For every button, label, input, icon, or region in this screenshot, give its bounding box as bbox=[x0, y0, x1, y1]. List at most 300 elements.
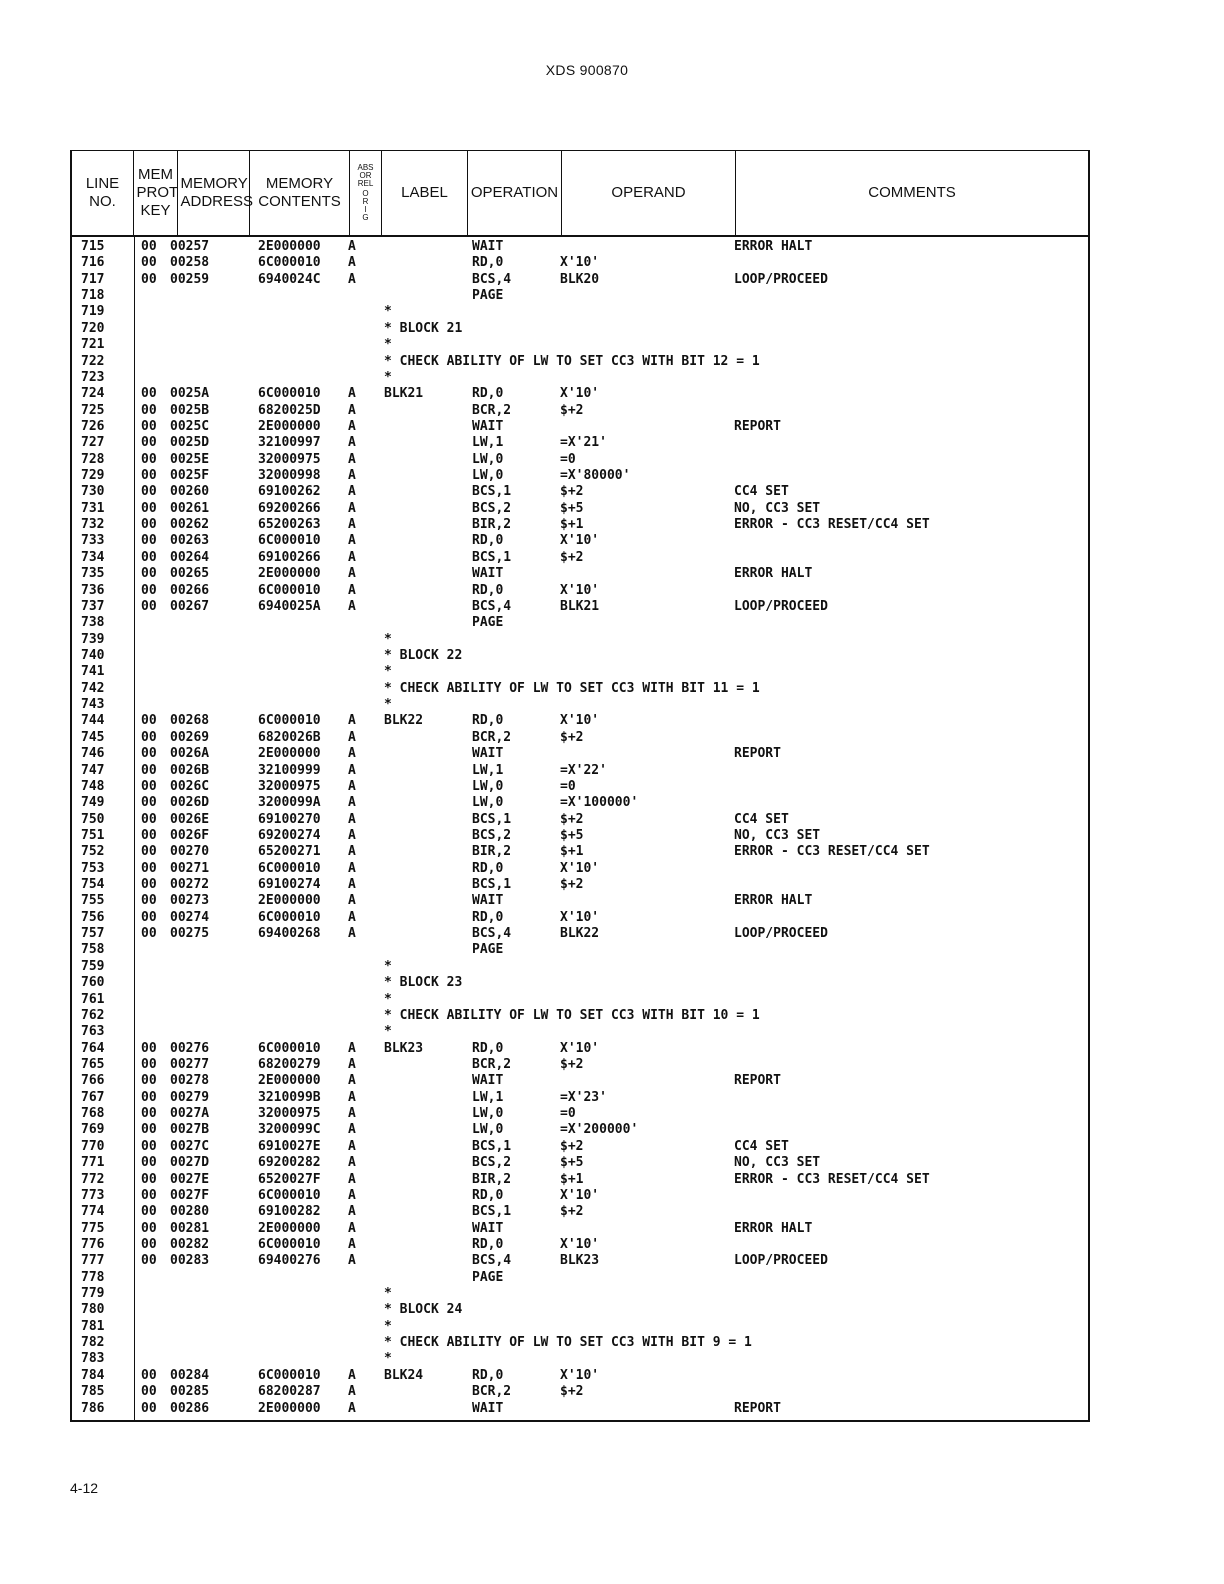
line-number: 779 bbox=[81, 1286, 105, 1302]
operation: WAIT bbox=[472, 1073, 504, 1089]
memory-address: 00268 bbox=[170, 713, 210, 729]
memory-address: 00261 bbox=[170, 500, 210, 516]
operation: RD,0 bbox=[472, 255, 504, 271]
label: * bbox=[384, 664, 392, 680]
mem-prot-key: 00 bbox=[141, 729, 157, 745]
line-number: 753 bbox=[81, 860, 105, 876]
header-operand: OPERAND bbox=[562, 151, 736, 235]
operand: $+2 bbox=[560, 811, 584, 827]
line-number: 744 bbox=[81, 713, 105, 729]
mem-prot-key: 00 bbox=[141, 1236, 157, 1252]
mem-prot-key: 00 bbox=[141, 468, 157, 484]
label: * bbox=[384, 1351, 392, 1367]
comment: ERROR - CC3 RESET/CC4 SET bbox=[734, 517, 930, 533]
abs-rel-flag: A bbox=[348, 795, 356, 811]
abs-rel-flag: A bbox=[348, 500, 356, 516]
operation: RD,0 bbox=[472, 713, 504, 729]
mem-prot-key: 00 bbox=[141, 255, 157, 271]
comment: CC4 SET bbox=[734, 811, 789, 827]
memory-contents: 69400268 bbox=[258, 926, 321, 942]
memory-contents: 3210099B bbox=[258, 1089, 321, 1105]
operation: BCR,2 bbox=[472, 1057, 512, 1072]
label: * bbox=[384, 304, 392, 320]
mem-prot-key: 00 bbox=[141, 893, 157, 909]
memory-address: 0025A bbox=[170, 386, 210, 402]
memory-contents: 3200099A bbox=[258, 795, 321, 811]
operation: LW,0 bbox=[472, 778, 504, 794]
table-row bbox=[72, 1172, 1088, 1188]
table-row bbox=[72, 844, 1088, 860]
header-mem-prot-key: MEM PROT KEY bbox=[134, 151, 178, 235]
memory-contents: 32000975 bbox=[258, 1106, 321, 1122]
table-row bbox=[72, 746, 1088, 762]
memory-address: 00276 bbox=[170, 1040, 210, 1056]
table-row bbox=[72, 1384, 1088, 1400]
operand: $+1 bbox=[560, 1171, 584, 1187]
memory-address: 0026F bbox=[170, 827, 210, 843]
memory-contents: 69200282 bbox=[258, 1155, 321, 1171]
table-row bbox=[72, 321, 1088, 337]
line-number: 734 bbox=[81, 549, 105, 565]
memory-address: 0025D bbox=[170, 435, 210, 451]
memory-contents: 32000975 bbox=[258, 778, 321, 794]
memory-contents: 2E000000 bbox=[258, 893, 321, 909]
line-number: 770 bbox=[81, 1138, 105, 1154]
line-number: 742 bbox=[81, 680, 105, 696]
operation: WAIT bbox=[472, 239, 504, 254]
abs-rel-flag: A bbox=[348, 1155, 356, 1171]
operand: X'10' bbox=[560, 1367, 600, 1383]
memory-contents: 6820025D bbox=[258, 402, 321, 418]
memory-contents: 3200099C bbox=[258, 1122, 321, 1138]
operation: BCR,2 bbox=[472, 1384, 512, 1400]
mem-prot-key: 00 bbox=[141, 811, 157, 827]
mem-prot-key: 00 bbox=[141, 549, 157, 565]
operation: BCS,1 bbox=[472, 1138, 512, 1154]
memory-contents: 32100997 bbox=[258, 435, 321, 451]
abs-rel-flag: A bbox=[348, 1171, 356, 1187]
line-number: 739 bbox=[81, 631, 105, 647]
abs-rel-flag: A bbox=[348, 549, 356, 565]
table-row bbox=[72, 599, 1088, 615]
operation: BCS,4 bbox=[472, 271, 512, 287]
abs-rel-flag: A bbox=[348, 1106, 356, 1122]
table-row bbox=[72, 730, 1088, 746]
memory-contents: 6C000010 bbox=[258, 533, 321, 549]
table-row bbox=[72, 419, 1088, 435]
memory-address: 0025C bbox=[170, 418, 210, 434]
mem-prot-key: 00 bbox=[141, 827, 157, 843]
table-row bbox=[72, 697, 1088, 713]
operand: X'10' bbox=[560, 1187, 600, 1203]
mem-prot-key: 00 bbox=[141, 582, 157, 598]
label: * CHECK ABILITY OF LW TO SET CC3 WITH BIT 11 = 1 bbox=[384, 680, 760, 696]
line-number: 765 bbox=[81, 1057, 105, 1072]
table-row bbox=[72, 975, 1088, 991]
line-number: 785 bbox=[81, 1384, 105, 1400]
table-row bbox=[72, 1253, 1088, 1269]
mem-prot-key: 00 bbox=[141, 418, 157, 434]
line-number: 728 bbox=[81, 451, 105, 467]
operand: =X'21' bbox=[560, 435, 607, 451]
mem-prot-key: 00 bbox=[141, 1057, 157, 1072]
label: * bbox=[384, 1318, 392, 1334]
comment: ERROR - CC3 RESET/CC4 SET bbox=[734, 1171, 930, 1187]
table-row bbox=[72, 550, 1088, 566]
memory-contents: 69400276 bbox=[258, 1253, 321, 1269]
operation: BCS,1 bbox=[472, 549, 512, 565]
abs-rel-flag: A bbox=[348, 1253, 356, 1269]
table-row bbox=[72, 779, 1088, 795]
operation: WAIT bbox=[472, 893, 504, 909]
line-number: 718 bbox=[81, 288, 105, 304]
memory-address: 00279 bbox=[170, 1089, 210, 1105]
comment: REPORT bbox=[734, 1073, 781, 1089]
line-number: 726 bbox=[81, 418, 105, 434]
line-number: 766 bbox=[81, 1073, 105, 1089]
memory-address: 00278 bbox=[170, 1073, 210, 1089]
line-number: 725 bbox=[81, 402, 105, 418]
operand: $+5 bbox=[560, 827, 584, 843]
mem-prot-key: 00 bbox=[141, 1204, 157, 1220]
operation: WAIT bbox=[472, 1400, 504, 1416]
operation: LW,1 bbox=[472, 762, 504, 778]
line-number: 717 bbox=[81, 271, 105, 287]
memory-address: 00271 bbox=[170, 860, 210, 876]
line-number: 778 bbox=[81, 1269, 105, 1285]
comment: CC4 SET bbox=[734, 1138, 789, 1154]
memory-address: 0027C bbox=[170, 1138, 210, 1154]
operand: BLK21 bbox=[560, 598, 600, 614]
operand: X'10' bbox=[560, 713, 600, 729]
comment: LOOP/PROCEED bbox=[734, 271, 828, 287]
operand: =X'80000' bbox=[560, 468, 631, 484]
operand: X'10' bbox=[560, 1236, 600, 1252]
table-row bbox=[72, 386, 1088, 402]
table-row bbox=[72, 861, 1088, 877]
label: BLK22 bbox=[384, 713, 424, 729]
table-row bbox=[72, 992, 1088, 1008]
mem-prot-key: 00 bbox=[141, 1220, 157, 1236]
abs-rel-flag: A bbox=[348, 255, 356, 271]
line-number: 715 bbox=[81, 239, 105, 254]
memory-address: 0026A bbox=[170, 746, 210, 762]
memory-address: 0025F bbox=[170, 468, 210, 484]
memory-address: 00267 bbox=[170, 598, 210, 614]
line-number: 762 bbox=[81, 1007, 105, 1023]
line-number: 768 bbox=[81, 1106, 105, 1122]
table-row bbox=[72, 959, 1088, 975]
memory-contents: 6C000010 bbox=[258, 1187, 321, 1203]
operand: $+2 bbox=[560, 1204, 584, 1220]
table-row bbox=[72, 681, 1088, 697]
label: * bbox=[384, 631, 392, 647]
line-number: 786 bbox=[81, 1400, 105, 1416]
line-number: 781 bbox=[81, 1318, 105, 1334]
memory-contents: 6C000010 bbox=[258, 909, 321, 925]
line-number: 760 bbox=[81, 975, 105, 991]
abs-rel-flag: A bbox=[348, 239, 356, 254]
table-row bbox=[72, 533, 1088, 549]
memory-address: 00266 bbox=[170, 582, 210, 598]
line-number: 776 bbox=[81, 1236, 105, 1252]
memory-contents: 69200266 bbox=[258, 500, 321, 516]
memory-contents: 32100999 bbox=[258, 762, 321, 778]
table-row bbox=[72, 354, 1088, 370]
page-number: 4-12 bbox=[70, 1480, 99, 1496]
operation: BCS,1 bbox=[472, 811, 512, 827]
abs-rel-flag: A bbox=[348, 451, 356, 467]
document-id: XDS 900870 bbox=[545, 62, 629, 78]
label: * bbox=[384, 958, 392, 974]
memory-address: 0027E bbox=[170, 1171, 210, 1187]
header-line-no: LINE NO. bbox=[72, 151, 134, 235]
line-number: 767 bbox=[81, 1089, 105, 1105]
operand: $+2 bbox=[560, 877, 584, 893]
header-memory-contents: MEMORY CONTENTS bbox=[250, 151, 350, 235]
memory-contents: 2E000000 bbox=[258, 746, 321, 762]
line-number: 737 bbox=[81, 598, 105, 614]
operand: =X'200000' bbox=[560, 1122, 639, 1138]
mem-prot-key: 00 bbox=[141, 1089, 157, 1105]
mem-prot-key: 00 bbox=[141, 1384, 157, 1400]
table-row bbox=[72, 501, 1088, 517]
operation: BCS,4 bbox=[472, 1253, 512, 1269]
table-row bbox=[72, 1106, 1088, 1122]
mem-prot-key: 00 bbox=[141, 484, 157, 500]
table-row bbox=[72, 370, 1088, 386]
operation: RD,0 bbox=[472, 533, 504, 549]
comment: LOOP/PROCEED bbox=[734, 598, 828, 614]
line-number: 758 bbox=[81, 942, 105, 958]
mem-prot-key: 00 bbox=[141, 778, 157, 794]
table-row bbox=[72, 484, 1088, 500]
mem-prot-key: 00 bbox=[141, 860, 157, 876]
label: * BLOCK 24 bbox=[384, 1302, 463, 1318]
abs-rel-flag: A bbox=[348, 909, 356, 925]
mem-prot-key: 00 bbox=[141, 533, 157, 549]
line-number: 743 bbox=[81, 697, 105, 713]
memory-address: 0025E bbox=[170, 451, 210, 467]
operand: X'10' bbox=[560, 255, 600, 271]
memory-address: 00270 bbox=[170, 844, 210, 860]
table-row bbox=[72, 1351, 1088, 1367]
abs-rel-flag: A bbox=[348, 893, 356, 909]
header-comments: COMMENTS bbox=[868, 184, 956, 201]
operation: RD,0 bbox=[472, 1187, 504, 1203]
memory-contents: 2E000000 bbox=[258, 1400, 321, 1416]
label: * BLOCK 21 bbox=[384, 320, 463, 336]
memory-address: 00264 bbox=[170, 549, 210, 565]
operation: BCS,4 bbox=[472, 926, 512, 942]
table-row bbox=[72, 1155, 1088, 1171]
operation: BCS,2 bbox=[472, 1155, 512, 1171]
abs-rel-flag: A bbox=[348, 271, 356, 287]
memory-address: 00275 bbox=[170, 926, 210, 942]
table-row bbox=[72, 1090, 1088, 1106]
line-number: 729 bbox=[81, 468, 105, 484]
memory-address: 00285 bbox=[170, 1384, 210, 1400]
line-number: 716 bbox=[81, 255, 105, 271]
abs-rel-flag: A bbox=[348, 1089, 356, 1105]
label: * CHECK ABILITY OF LW TO SET CC3 WITH BIT 10 = 1 bbox=[384, 1007, 760, 1023]
memory-address: 0027F bbox=[170, 1187, 210, 1203]
operation: PAGE bbox=[472, 288, 504, 304]
table-row bbox=[72, 239, 1088, 255]
memory-address: 00260 bbox=[170, 484, 210, 500]
operand: =X'23' bbox=[560, 1089, 607, 1105]
comment: NO, CC3 SET bbox=[734, 1155, 821, 1171]
table-row bbox=[72, 1008, 1088, 1024]
line-number: 740 bbox=[81, 648, 105, 663]
comment: ERROR HALT bbox=[734, 893, 813, 909]
mem-prot-key: 00 bbox=[141, 844, 157, 860]
operation: WAIT bbox=[472, 418, 504, 434]
memory-contents: 6C000010 bbox=[258, 386, 321, 402]
operation: BCS,1 bbox=[472, 877, 512, 893]
operation: BCS,1 bbox=[472, 1204, 512, 1220]
table-row bbox=[72, 1073, 1088, 1089]
line-number: 756 bbox=[81, 909, 105, 925]
memory-contents: 32000998 bbox=[258, 468, 321, 484]
abs-rel-flag: A bbox=[348, 1220, 356, 1236]
table-row bbox=[72, 795, 1088, 811]
abs-rel-flag: A bbox=[348, 402, 356, 418]
operand: $+2 bbox=[560, 549, 584, 565]
label: * bbox=[384, 369, 392, 385]
memory-address: 00283 bbox=[170, 1253, 210, 1269]
abs-rel-flag: A bbox=[348, 860, 356, 876]
memory-address: 0027D bbox=[170, 1155, 210, 1171]
line-number: 731 bbox=[81, 500, 105, 516]
table-row bbox=[72, 435, 1088, 451]
operation: RD,0 bbox=[472, 860, 504, 876]
mem-prot-key: 00 bbox=[141, 1155, 157, 1171]
memory-address: 00269 bbox=[170, 729, 210, 745]
operand: $+2 bbox=[560, 1384, 584, 1400]
listing-table bbox=[70, 150, 1090, 1422]
mem-prot-key: 00 bbox=[141, 1106, 157, 1122]
table-row bbox=[72, 452, 1088, 468]
label: BLK24 bbox=[384, 1367, 424, 1383]
line-number: 747 bbox=[81, 762, 105, 778]
mem-prot-key: 00 bbox=[141, 926, 157, 942]
label: * bbox=[384, 1024, 392, 1040]
memory-address: 00273 bbox=[170, 893, 210, 909]
mem-prot-key: 00 bbox=[141, 909, 157, 925]
abs-rel-flag: A bbox=[348, 386, 356, 402]
line-number: 757 bbox=[81, 926, 105, 942]
abs-rel-flag: A bbox=[348, 746, 356, 762]
operand: $+1 bbox=[560, 844, 584, 860]
line-number: 736 bbox=[81, 582, 105, 598]
memory-address: 0026D bbox=[170, 795, 210, 811]
line-number: 754 bbox=[81, 877, 105, 893]
table-row bbox=[72, 288, 1088, 304]
table-row bbox=[72, 1122, 1088, 1138]
abs-rel-flag: A bbox=[348, 418, 356, 434]
memory-address: 00272 bbox=[170, 877, 210, 893]
operation: PAGE bbox=[472, 615, 504, 631]
mem-prot-key: 00 bbox=[141, 713, 157, 729]
abs-rel-flag: A bbox=[348, 1367, 356, 1383]
memory-address: 0026E bbox=[170, 811, 210, 827]
mem-prot-key: 00 bbox=[141, 271, 157, 287]
abs-rel-flag: A bbox=[348, 926, 356, 942]
memory-address: 00258 bbox=[170, 255, 210, 271]
table-row bbox=[72, 272, 1088, 288]
memory-contents: 69100282 bbox=[258, 1204, 321, 1220]
memory-contents: 6C000010 bbox=[258, 1236, 321, 1252]
line-number: 755 bbox=[81, 893, 105, 909]
line-number: 759 bbox=[81, 958, 105, 974]
comment: LOOP/PROCEED bbox=[734, 926, 828, 942]
abs-rel-flag: A bbox=[348, 1073, 356, 1089]
operation: LW,0 bbox=[472, 1122, 504, 1138]
line-number: 750 bbox=[81, 811, 105, 827]
table-row bbox=[72, 1024, 1088, 1040]
operand: $+5 bbox=[560, 1155, 584, 1171]
operand: $+2 bbox=[560, 484, 584, 500]
table-row bbox=[72, 893, 1088, 909]
line-number: 727 bbox=[81, 435, 105, 451]
memory-address: 00274 bbox=[170, 909, 210, 925]
operand: =0 bbox=[560, 451, 576, 467]
table-row bbox=[72, 910, 1088, 926]
operand: X'10' bbox=[560, 1040, 600, 1056]
line-number: 782 bbox=[81, 1335, 105, 1351]
table-row bbox=[72, 583, 1088, 599]
memory-contents: 6C000010 bbox=[258, 1040, 321, 1056]
memory-address: 00286 bbox=[170, 1400, 210, 1416]
abs-rel-flag: A bbox=[348, 533, 356, 549]
abs-rel-flag: A bbox=[348, 1057, 356, 1072]
label: * CHECK ABILITY OF LW TO SET CC3 WITH BIT 12 = 1 bbox=[384, 353, 760, 369]
operand: X'10' bbox=[560, 533, 600, 549]
comment: ERROR - CC3 RESET/CC4 SET bbox=[734, 844, 930, 860]
table-row bbox=[72, 1237, 1088, 1253]
label: BLK23 bbox=[384, 1040, 424, 1056]
line-number: 720 bbox=[81, 320, 105, 336]
abs-rel-flag: A bbox=[348, 729, 356, 745]
memory-contents: 6910027E bbox=[258, 1138, 321, 1154]
operand: $+2 bbox=[560, 1138, 584, 1154]
line-number: 735 bbox=[81, 566, 105, 582]
mem-prot-key: 00 bbox=[141, 1171, 157, 1187]
mem-prot-key: 00 bbox=[141, 598, 157, 614]
line-number: 749 bbox=[81, 795, 105, 811]
table-row bbox=[72, 1335, 1088, 1351]
table-row bbox=[72, 615, 1088, 631]
operation: BCS,2 bbox=[472, 500, 512, 516]
label: * bbox=[384, 697, 392, 713]
memory-contents: 2E000000 bbox=[258, 239, 321, 254]
memory-address: 00277 bbox=[170, 1057, 210, 1072]
table-row bbox=[72, 942, 1088, 958]
comment: NO, CC3 SET bbox=[734, 500, 821, 516]
abs-rel-flag: A bbox=[348, 1400, 356, 1416]
operand: $+2 bbox=[560, 1057, 584, 1072]
memory-contents: 65200271 bbox=[258, 844, 321, 860]
comment: ERROR HALT bbox=[734, 566, 813, 582]
comment: NO, CC3 SET bbox=[734, 827, 821, 843]
operation: RD,0 bbox=[472, 1367, 504, 1383]
line-number: 721 bbox=[81, 337, 105, 353]
abs-rel-flag: A bbox=[348, 877, 356, 893]
memory-address: 00263 bbox=[170, 533, 210, 549]
operation: LW,0 bbox=[472, 795, 504, 811]
abs-rel-flag: A bbox=[348, 1138, 356, 1154]
